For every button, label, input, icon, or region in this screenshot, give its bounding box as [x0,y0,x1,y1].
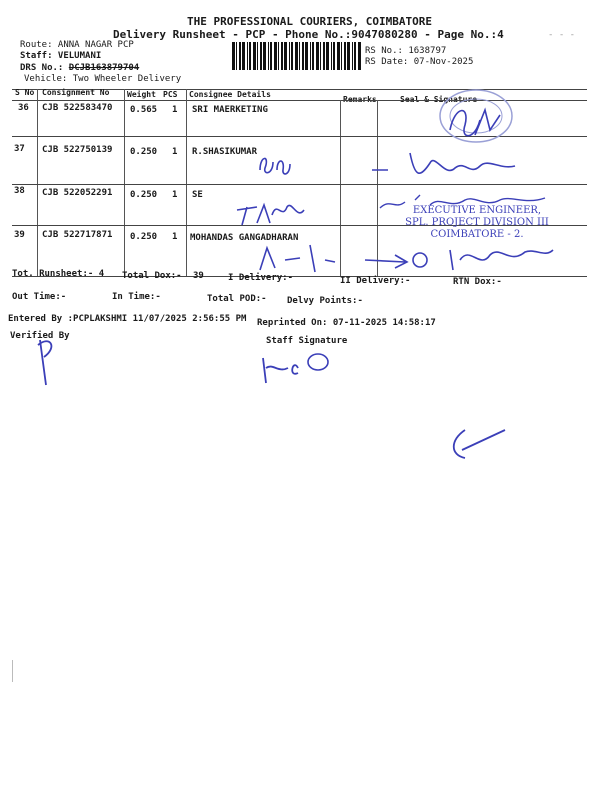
barcode-bar [352,42,353,70]
barcode-bar [253,42,256,70]
stamp-line: EXECUTIVE ENGINEER, [412,205,542,216]
col-sno: S No [15,88,35,97]
barcode-bar [263,42,266,70]
col-remarks: Remarks [343,95,377,104]
row-consignee: R.SHASIKUMAR [192,147,258,157]
barcode-bar [260,42,262,70]
route: Route: ANNA NAGAR PCP [20,40,134,50]
barcode-bar [268,42,269,70]
col-divider [186,89,187,277]
staff: Staff: VELUMANI [20,51,102,61]
barcode-bar [299,42,300,70]
company-name: THE PROFESSIONAL COURIERS, COIMBATORE [187,15,433,28]
row-pcs: 1 [172,232,178,242]
stamp-line: COIMBATORE - 2. [430,229,524,240]
barcode-bar [326,42,329,70]
entered-by: Entered By :PCPLAKSHMI 11/07/2025 2:56:55 PM [8,314,247,324]
barcode-bar [333,42,335,70]
verified-by: Verified By [10,331,70,341]
col-divider [124,89,125,277]
stamp-line: SPL. PROJECT DIVISION III [405,217,549,228]
verified-signature [30,335,70,390]
staff-signature [258,348,333,388]
total-dox-label: Total Dox:- [122,271,182,281]
barcode-bar [249,42,251,70]
ink-scribble [440,420,510,465]
row-sno: 39 [14,230,25,240]
rs-date: RS Date: 07-Nov-2025 [365,57,474,67]
dash-marks: - - - [548,30,576,40]
barcode-bar [278,42,279,70]
in-time: In Time:- [112,292,161,302]
barcode-bar [320,42,321,70]
barcode-bar [344,42,346,70]
row-pcs: 1 [172,147,178,157]
col-weight: Weight [127,90,156,99]
reprinted-on: Reprinted On: 07-11-2025 14:58:17 [257,318,436,328]
drs-number [20,63,139,73]
barcode-bar [331,42,332,70]
row-weight: 0.250 [130,232,158,242]
delvy-points: Delvy Points:- [287,296,363,306]
out-time: Out Time:- [12,292,67,302]
rs-number: RS No.: 1638797 [365,46,447,56]
barcode-bar [316,42,319,70]
staff-signature-label: Staff Signature [266,336,348,346]
col-pcs: PCS [163,90,178,99]
barcode-bar [310,42,311,70]
row-sno: 38 [14,186,25,196]
barcode-bar [337,42,340,70]
col-divider [37,89,38,277]
barcode-bar [354,42,356,70]
margin-mark [12,660,13,682]
total-dox-value: 39 [193,271,204,281]
barcode-bar [232,42,235,70]
barcode-bar [295,42,298,70]
barcode-bar [274,42,277,70]
barcode-bar [247,42,248,70]
row-pcs: 1 [172,190,178,200]
barcode-bar [289,42,290,70]
barcode-bar [239,42,241,70]
barcode-bar [270,42,272,70]
tot-runsheet: Tot. Runsheet:- 4 [12,269,105,279]
drs-label: DRS No.: [20,63,69,73]
row-weight: 0.565 [130,105,158,115]
drs-value: DCJB163879704 [68,63,140,73]
barcode-bar [281,42,283,70]
row-consignment: CJB 522717871 [42,230,113,240]
signature-row37-mark [255,150,295,180]
barcode-bar [302,42,304,70]
barcode-bar [257,42,258,70]
signature-row38-seal [375,190,555,215]
ii-delivery: II Delivery:- [340,276,411,286]
barcode-bar [347,42,350,70]
barcode-bar [358,42,361,70]
total-pod: Total POD:- [207,294,267,304]
row-sno: 37 [14,144,25,154]
barcode-bar [305,42,308,70]
col-consignment: Consignment No [42,88,110,97]
col-seal: Seal & Signature [400,95,478,104]
row-consignee: SE [192,190,203,200]
row-sno: 36 [18,103,29,113]
rtn-dox: RTN Dox:- [453,277,502,287]
barcode [232,42,362,70]
row-weight: 0.250 [130,190,158,200]
row-consignee: MOHANDAS GANGADHARAN [190,233,299,243]
row-weight: 0.250 [130,147,158,157]
row-consignment: CJB 522583470 [42,103,113,113]
row-consignee: SRI MAERKETING [192,105,268,115]
barcode-bar [284,42,287,70]
barcode-bar [341,42,342,70]
barcode-bar [323,42,325,70]
row-consignment: CJB 522750139 [42,145,113,155]
row-pcs: 1 [172,105,178,115]
barcode-bar [291,42,293,70]
barcode-bar [242,42,245,70]
signature-row37 [370,148,520,188]
row-consignment: CJB 522052291 [42,188,113,198]
vehicle: Vehicle: Two Wheeler Delivery [24,74,182,84]
barcode-bar [236,42,237,70]
i-delivery: I Delivery:- [228,273,294,283]
signature-row38 [232,195,312,230]
signature-row36 [440,100,510,150]
runsheet-title: Delivery Runsheet - PCP - Phone No.:9047080280 - Page No.:4 [113,28,504,41]
barcode-bar [312,42,314,70]
signature-row39 [255,240,555,280]
col-consignee: Consignee Details [189,90,271,99]
